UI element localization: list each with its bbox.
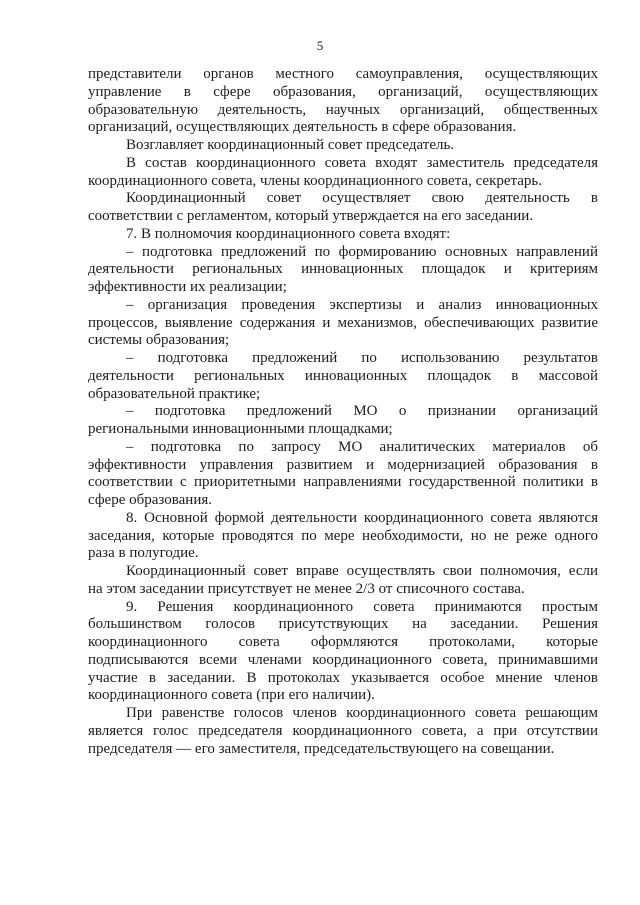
text-line: Координационный совет осуществляет свою деятельность в — [126, 190, 598, 207]
text-line: образовательную деятельность, научных организаций, общественных — [88, 101, 598, 118]
document-body — [88, 66, 598, 758]
text-line: – подготовка предложений по использованию результатов — [126, 350, 598, 366]
text-line: региональными инновационными площадками; — [88, 421, 393, 437]
text-line: – подготовка предложений по формированию основных направлений — [126, 243, 598, 260]
page-number: 5 — [316, 38, 324, 53]
text-line: подписываются всеми членами координационного совета, принимавшими — [88, 651, 598, 668]
text-line: координационного совета оформляются протоколами, которые — [88, 634, 598, 650]
text-line: 7. В полномочия координационного совета входят: — [126, 225, 451, 242]
text-line: координационного совета, члены координационного совета, секретарь. — [88, 172, 543, 189]
text-line: Возглавляет координационный совет председатель. — [126, 137, 455, 153]
text-line: управление в сфере образования, организаций, осуществляющих — [88, 83, 598, 100]
paragraph — [88, 563, 598, 599]
text-line: эффективности их реализации; — [88, 279, 287, 295]
text-line: деятельности региональных инновационных площадок и критериям — [88, 261, 598, 278]
text-line: участие в заседании. В протоколах указывается особое мнение членов — [88, 669, 598, 686]
paragraph — [88, 705, 598, 758]
list-item — [88, 244, 598, 297]
text-line: эффективности управления развитием и модернизацией образования в — [88, 456, 598, 473]
text-line: раза в полугодие. — [88, 545, 199, 562]
text-line: – подготовка по запросу МО аналитических материалов об — [126, 438, 598, 455]
list-item — [88, 350, 598, 403]
text-line: председателя — его заместителя, председательствующего на совещании. — [88, 740, 555, 757]
list-item — [88, 297, 598, 350]
text-line: образовательной практике; — [88, 385, 261, 402]
text-line: Координационный совет вправе осуществлять свои полномочия, если — [126, 563, 598, 579]
text-line: большинством голосов присутствующих на заседании. Решения — [88, 616, 598, 633]
text-line: В состав координационного совета входят заместитель председателя — [126, 154, 598, 171]
text-line: соответствии с регламентом, который утверждается на его заседании. — [88, 208, 534, 224]
text-line: – организация проведения экспертизы и анализ инновационных — [126, 296, 598, 313]
text-line: представители органов местного самоуправления, осуществляющих — [88, 66, 598, 82]
paragraph — [88, 190, 598, 226]
paragraph — [88, 510, 598, 563]
text-line: координационного совета (при его наличии). — [88, 687, 375, 704]
text-line: организаций, осуществляющих деятельность в сфере образования. — [88, 119, 517, 136]
paragraph — [88, 226, 598, 244]
list-item — [88, 403, 598, 439]
text-line: является голос председателя координационного совета, а при отсутствии — [88, 722, 598, 739]
text-line: – подготовка предложений МО о признании организаций — [126, 403, 598, 420]
paragraph — [88, 66, 598, 137]
text-line: на этом заседании присутствует не менее 2/3 от списочного состава. — [88, 580, 525, 597]
text-line: деятельности региональных инновационных площадок в массовой — [88, 367, 598, 384]
text-line: заседания, которые проводятся по мере необходимости, но не реже одного — [88, 527, 598, 544]
list-item — [88, 439, 598, 510]
text-line: сфере образования. — [88, 492, 212, 508]
text-line: 8. Основной формой деятельности координационного совета являются — [126, 509, 598, 526]
text-line: При равенстве голосов членов координационного совета решающим — [126, 705, 598, 721]
paragraph — [88, 155, 598, 191]
text-line: процессов, выявление содержания и механизмов, обеспечивающих развитие — [88, 314, 598, 331]
text-line: соответствии с приоритетными направлениями государственной политики в — [88, 474, 598, 491]
paragraph — [88, 137, 598, 155]
text-line: 9. Решения координационного совета принимаются простым — [126, 598, 598, 615]
paragraph — [88, 599, 598, 706]
text-line: системы образования; — [88, 332, 230, 349]
